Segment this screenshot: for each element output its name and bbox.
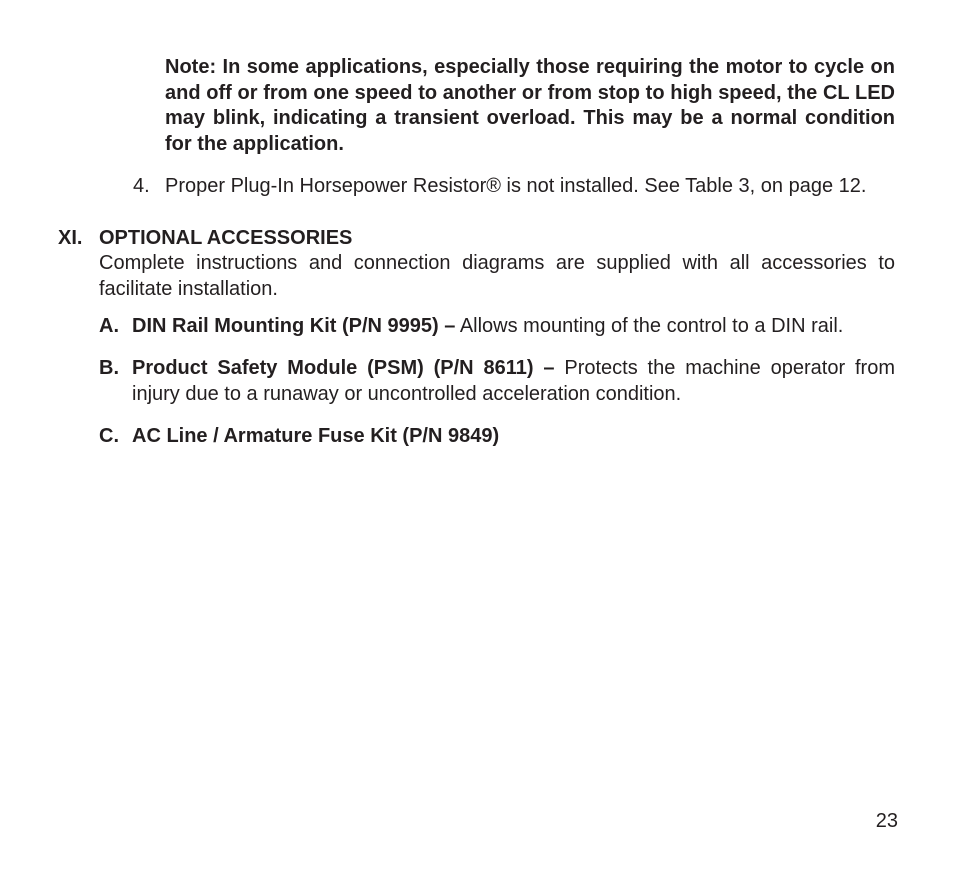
accessory-letter: C. (99, 425, 119, 447)
section-number: XI. (58, 227, 83, 249)
section-heading (58, 226, 898, 252)
list-item-4 (133, 174, 903, 200)
accessory-letter: B. (99, 357, 119, 379)
accessory-title: DIN Rail Mounting Kit (P/N 9995) – (132, 315, 456, 337)
note-paragraph: Note: In some applications, especially those requiring the motor to cycle on and off or from one speed to another or from stop to high speed, the CL LED may blink, indicating a transient overload. This may be a normal condition for the application. (165, 56, 895, 155)
section-intro: Complete instructions and connection diagrams are supplied with all accessories to facilitate installation. (99, 252, 895, 300)
accessory-description: Allows mounting of the control to a DIN rail. (455, 315, 844, 337)
section-title: OPTIONAL ACCESSORIES (99, 227, 353, 249)
page-number: 23 (875, 810, 898, 832)
list-item-text: Proper Plug-In Horsepower Resistor® is not installed. See Table 3, on page 12. (165, 175, 867, 197)
list-item-number: 4. (133, 175, 150, 197)
accessory-title: Product Safety Module (PSM) (P/N 8611) – (132, 357, 555, 379)
accessory-item-a (99, 314, 895, 340)
accessory-letter: A. (99, 315, 119, 337)
accessory-description: Protects the machine operator from injury due to a runaway or uncontrolled acceleration condition. (132, 357, 895, 405)
accessory-title: AC Line / Armature Fuse Kit (P/N 9849) (132, 425, 500, 447)
accessory-item-b (99, 356, 895, 407)
accessory-item-c (99, 424, 895, 450)
